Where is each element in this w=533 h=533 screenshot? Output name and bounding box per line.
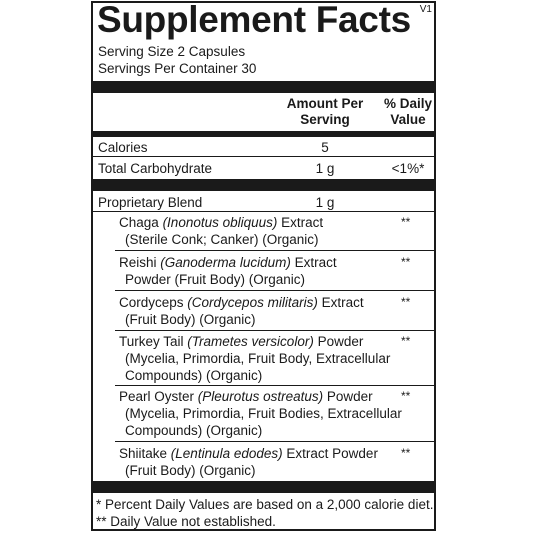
ingredient-daily-value: ** bbox=[401, 389, 411, 403]
daily-value-header: % Daily Value bbox=[383, 96, 433, 127]
amount-per-serving-header: Amount Per Serving bbox=[286, 96, 364, 127]
thick-divider bbox=[93, 179, 434, 191]
ingredient-daily-value: ** bbox=[401, 255, 411, 269]
serving-size: Serving Size 2 Capsules bbox=[98, 44, 246, 59]
blend-name: Proprietary Blend bbox=[98, 195, 203, 210]
supplement-facts-panel bbox=[91, 1, 436, 531]
ingredient-daily-value: ** bbox=[401, 215, 411, 229]
medium-divider bbox=[93, 131, 434, 137]
ingredient-pearl-oyster: Pearl Oyster (Pleurotus ostreatus) Powder (Mycelia, Primordia, Fruit Bodies, Extracellular Compounds) (Organic) bbox=[119, 389, 402, 438]
label-title: Supplement Facts bbox=[97, 0, 411, 40]
row-divider bbox=[93, 156, 434, 157]
thick-divider bbox=[93, 481, 434, 493]
nutrient-amount: 1 g bbox=[315, 161, 335, 176]
row-divider bbox=[93, 211, 434, 212]
nutrient-name: Calories bbox=[98, 140, 148, 155]
servings-per-container: Servings Per Container 30 bbox=[98, 61, 257, 76]
row-divider bbox=[115, 250, 434, 251]
nutrient-amount: 5 bbox=[321, 140, 329, 155]
ingredient-reishi: Reishi (Ganoderma lucidum) Extract Powder (Fruit Body) (Organic) bbox=[119, 255, 337, 287]
ingredient-daily-value: ** bbox=[401, 295, 411, 309]
row-divider bbox=[115, 385, 434, 386]
ingredient-daily-value: ** bbox=[401, 334, 411, 348]
ingredient-chaga: Chaga (Inonotus obliquus) Extract (Sterile Conk; Canker) (Organic) bbox=[119, 215, 324, 247]
footnote-daily-values: * Percent Daily Values are based on a 2,000 calorie diet. bbox=[96, 497, 434, 512]
row-divider bbox=[115, 441, 434, 442]
row-divider bbox=[115, 330, 434, 331]
nutrient-daily-value: <1%* bbox=[391, 161, 425, 176]
thick-divider bbox=[93, 81, 434, 93]
nutrient-name: Total Carbohydrate bbox=[98, 161, 213, 176]
footnote-not-established: ** Daily Value not established. bbox=[96, 514, 276, 529]
ingredient-daily-value: ** bbox=[401, 446, 411, 460]
row-divider bbox=[115, 290, 434, 291]
blend-amount: 1 g bbox=[315, 195, 335, 210]
version-mark: V1 bbox=[419, 4, 432, 15]
ingredient-turkey-tail: Turkey Tail (Trametes versicolor) Powder (Mycelia, Primordia, Fruit Body, Extracellular Compounds) (Organic) bbox=[119, 334, 391, 383]
ingredient-cordyceps: Cordyceps (Cordycepos militaris) Extract (Fruit Body) (Organic) bbox=[119, 295, 364, 327]
ingredient-shiitake: Shiitake (Lentinula edodes) Extract Powder (Fruit Body) (Organic) bbox=[119, 446, 378, 478]
